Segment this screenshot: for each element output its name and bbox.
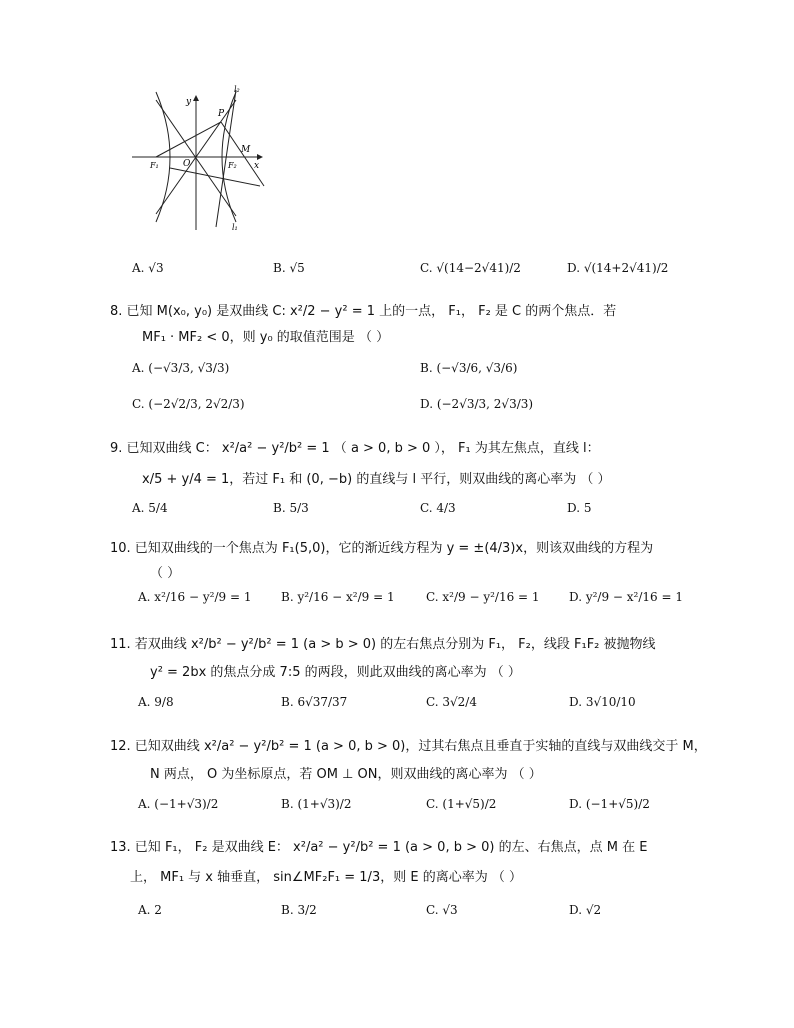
q10-line1: 10. 已知双曲线的一个焦点为 F₁(5,0)，它的渐近线方程为 y = ±(4/3)x，则该双曲线的方程为 [110,541,654,556]
label-l1: l₁ [232,223,238,232]
q7-option-b[interactable]: B. √5 [273,261,305,275]
q9-option-a[interactable]: A. 5/4 [132,501,168,515]
q8-line1: 8. 已知 M(x₀, y₀) 是双曲线 C: x²/2 − y² = 1 上的一点， F₁， F₂ 是 C 的两个焦点．若 [110,304,617,319]
q13-option-b[interactable]: B. 3/2 [281,903,317,917]
q11-option-c[interactable]: C. 3√2/4 [426,695,477,709]
q10-option-b[interactable]: B. y²/16 − x²/9 = 1 [281,590,395,604]
q8-option-b[interactable]: B. (−√3/6, √3/6) [420,361,518,375]
label-l2: l₂ [234,85,240,94]
q10-line2: （ ） [150,566,181,581]
q13-line2: 上， MF₁ 与 x 轴垂直， sin∠MF₂F₁ = 1/3，则 E 的离心率为 （ ） [130,870,522,885]
q11-line1: 11. 若双曲线 x²/b² − y²/b² = 1 (a > b > 0) 的左右焦点分别为 F₁， F₂，线段 F₁F₂ 被抛物线 [110,637,656,652]
q10-option-c[interactable]: C. x²/9 − y²/16 = 1 [426,590,540,604]
label-p: P [218,109,225,119]
label-f2: F₂ [228,161,237,170]
label-m: M [241,145,251,155]
q11-option-a[interactable]: A. 9/8 [138,695,174,709]
q9-line1: 9. 已知双曲线 C： x²/a² − y²/b² = 1 （ a > 0, b > 0 ）， F₁ 为其左焦点，直线 l： [110,441,600,456]
line-pf1 [156,122,221,157]
q7-option-a[interactable]: A. √3 [132,261,164,275]
q12-option-c[interactable]: C. (1+√5)/2 [426,797,497,811]
q13-option-d[interactable]: D. √2 [569,903,602,917]
q12-line2: N 两点， O 为坐标原点，若 OM ⊥ ON，则双曲线的离心率为 （ ） [150,767,542,782]
q8-option-d[interactable]: D. (−2√3/3, 2√3/3) [420,397,534,411]
label-f1: F₁ [150,161,159,170]
q7-option-d[interactable]: D. √(14+2√41)/2 [567,261,669,275]
label-x: x [254,161,260,171]
q10-option-d[interactable]: D. y²/9 − x²/16 = 1 [569,590,683,604]
q12-option-a[interactable]: A. (−1+√3)/2 [138,797,219,811]
q12-option-b[interactable]: B. (1+√3)/2 [281,797,352,811]
q8-option-a[interactable]: A. (−√3/3, √3/3) [132,361,230,375]
q9-line2: x/5 + y/4 = 1，若过 F₁ 和 (0, −b) 的直线与 l 平行，则双曲线的离心率为 （ ） [142,472,611,487]
q9-option-b[interactable]: B. 5/3 [273,501,309,515]
q11-line2: y² = 2bx 的焦点分成 7:5 的两段，则此双曲线的离心率为 （ ） [150,665,521,680]
q8-option-c[interactable]: C. (−2√2/3, 2√2/3) [132,397,245,411]
q10-option-a[interactable]: A. x²/16 − y²/9 = 1 [138,590,252,604]
label-y: y [186,97,192,107]
q13-option-c[interactable]: C. √3 [426,903,458,917]
hyperbola-figure [128,82,270,234]
line-l1 [170,168,260,186]
q11-option-b[interactable]: B. 6√37/37 [281,695,348,709]
q9-option-d[interactable]: D. 5 [567,501,592,515]
q13-line1: 13. 已知 F₁， F₂ 是双曲线 E： x²/a² − y²/b² = 1 (a > 0, b > 0) 的左、右焦点，点 M 在 E [110,840,648,855]
q13-option-a[interactable]: A. 2 [138,903,162,917]
q11-option-d[interactable]: D. 3√10/10 [569,695,636,709]
q12-line1: 12. 已知双曲线 x²/a² − y²/b² = 1 (a > 0, b > 0)，过其右焦点且垂直于实轴的直线与双曲线交于 M， [110,739,707,754]
q9-option-c[interactable]: C. 4/3 [420,501,456,515]
q7-option-c[interactable]: C. √(14−2√41)/2 [420,261,521,275]
q12-option-d[interactable]: D. (−1+√5)/2 [569,797,650,811]
label-o: O [183,159,191,169]
q8-line2: MF₁ · MF₂ < 0，则 y₀ 的取值范围是 （ ） [142,330,390,345]
